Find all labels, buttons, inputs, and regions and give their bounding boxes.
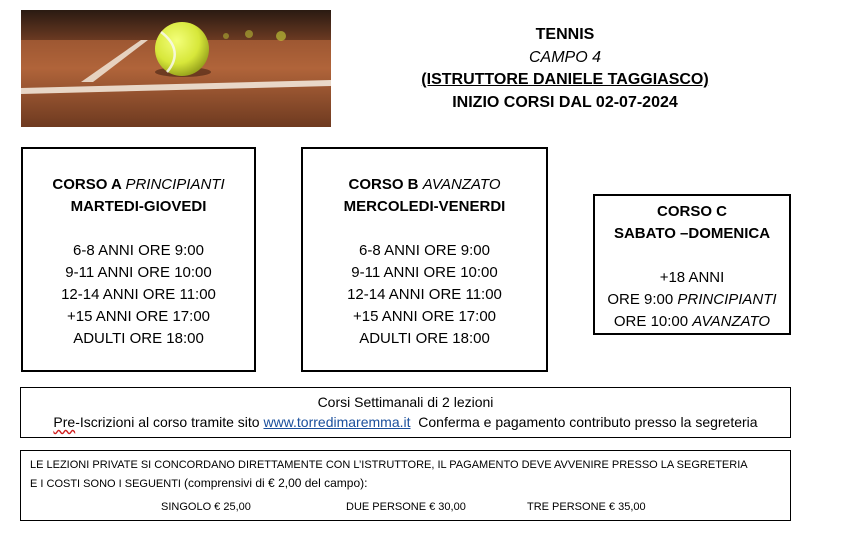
price-two-people: DUE PERSONE € 30,00 bbox=[346, 501, 466, 513]
course-b-slot: ADULTI ORE 18:00 bbox=[359, 330, 490, 347]
website-link[interactable]: www.torredimaremma.it bbox=[263, 414, 411, 430]
costs-intro: E I COSTI SONO I SEGUENTI bbox=[30, 478, 185, 490]
course-c-slot bbox=[595, 311, 789, 333]
course-b-name: CORSO B bbox=[348, 176, 419, 193]
tennis-photo bbox=[21, 10, 331, 127]
weekly-lessons-note: Corsi Settimanali di 2 lezioni bbox=[317, 394, 494, 410]
costs-note: (comprensivi di € 2,00 del campo): bbox=[184, 476, 368, 490]
course-c-level: PRINCIPIANTI bbox=[677, 291, 777, 308]
course-c-time: ORE 10:00 bbox=[613, 313, 689, 330]
page-header bbox=[370, 24, 760, 114]
price-single: SINGOLO € 25,00 bbox=[161, 501, 251, 513]
instructor-label: (ISTRUTTORE DANIELE TAGGIASCO) bbox=[421, 71, 709, 88]
court-label: CAMPO 4 bbox=[528, 48, 601, 66]
course-a-box bbox=[21, 147, 256, 372]
course-b-slot: 12-14 ANNI ORE 11:00 bbox=[347, 286, 502, 303]
registration-info-box bbox=[20, 387, 791, 438]
course-b-box bbox=[301, 147, 548, 372]
course-c-name: CORSO C bbox=[656, 203, 727, 220]
course-a-slot: 12-14 ANNI ORE 11:00 bbox=[61, 286, 216, 303]
private-lessons-line2 bbox=[30, 474, 790, 493]
course-c-box bbox=[593, 194, 791, 335]
registration-text: -Iscrizioni al corso tramite sito bbox=[75, 414, 264, 430]
course-c-level: AVANZATO bbox=[692, 313, 771, 330]
course-a-name: CORSO A bbox=[52, 176, 122, 193]
course-a-slot: ADULTI ORE 18:00 bbox=[73, 330, 204, 347]
course-b-slot: +15 ANNI ORE 17:00 bbox=[353, 308, 496, 325]
private-lessons-box bbox=[20, 450, 791, 521]
course-c-slot bbox=[595, 289, 789, 311]
price-three-people: TRE PERSONE € 35,00 bbox=[527, 501, 646, 513]
course-a-days: MARTEDI-GIOVEDI bbox=[70, 198, 207, 215]
sport-title: TENNIS bbox=[535, 26, 595, 43]
private-lessons-line1: LE LEZIONI PRIVATE SI CONCORDANO DIRETTAMENTE CON L’ISTRUTTORE, IL PAGAMENTO DEVE AVVENIRE PRESSO LA SEGRETERIA bbox=[30, 459, 748, 471]
course-c-age: +18 ANNI bbox=[659, 269, 725, 286]
course-b-level: AVANZATO bbox=[422, 176, 501, 193]
course-b-title bbox=[303, 174, 546, 196]
course-c-time: ORE 9:00 bbox=[607, 291, 674, 308]
course-a-level: PRINCIPIANTI bbox=[125, 176, 225, 193]
payment-text: Conferma e pagamento contributo presso la segreteria bbox=[410, 414, 758, 430]
course-a-slot: +15 ANNI ORE 17:00 bbox=[67, 308, 210, 325]
start-date-label: INIZIO CORSI DAL 02-07-2024 bbox=[452, 93, 678, 111]
course-a-slot: 9-11 ANNI ORE 10:00 bbox=[65, 264, 212, 281]
price-list bbox=[30, 498, 790, 518]
registration-line bbox=[21, 412, 790, 432]
course-a-title bbox=[23, 174, 254, 196]
course-a-slot: 6-8 ANNI ORE 9:00 bbox=[73, 242, 204, 259]
pre-word: Pre bbox=[53, 414, 76, 430]
course-b-slot: 9-11 ANNI ORE 10:00 bbox=[351, 264, 498, 281]
course-b-slot: 6-8 ANNI ORE 9:00 bbox=[359, 242, 490, 259]
course-c-days: SABATO –DOMENICA bbox=[613, 225, 771, 242]
course-b-days: MERCOLEDI-VENERDI bbox=[343, 198, 506, 215]
